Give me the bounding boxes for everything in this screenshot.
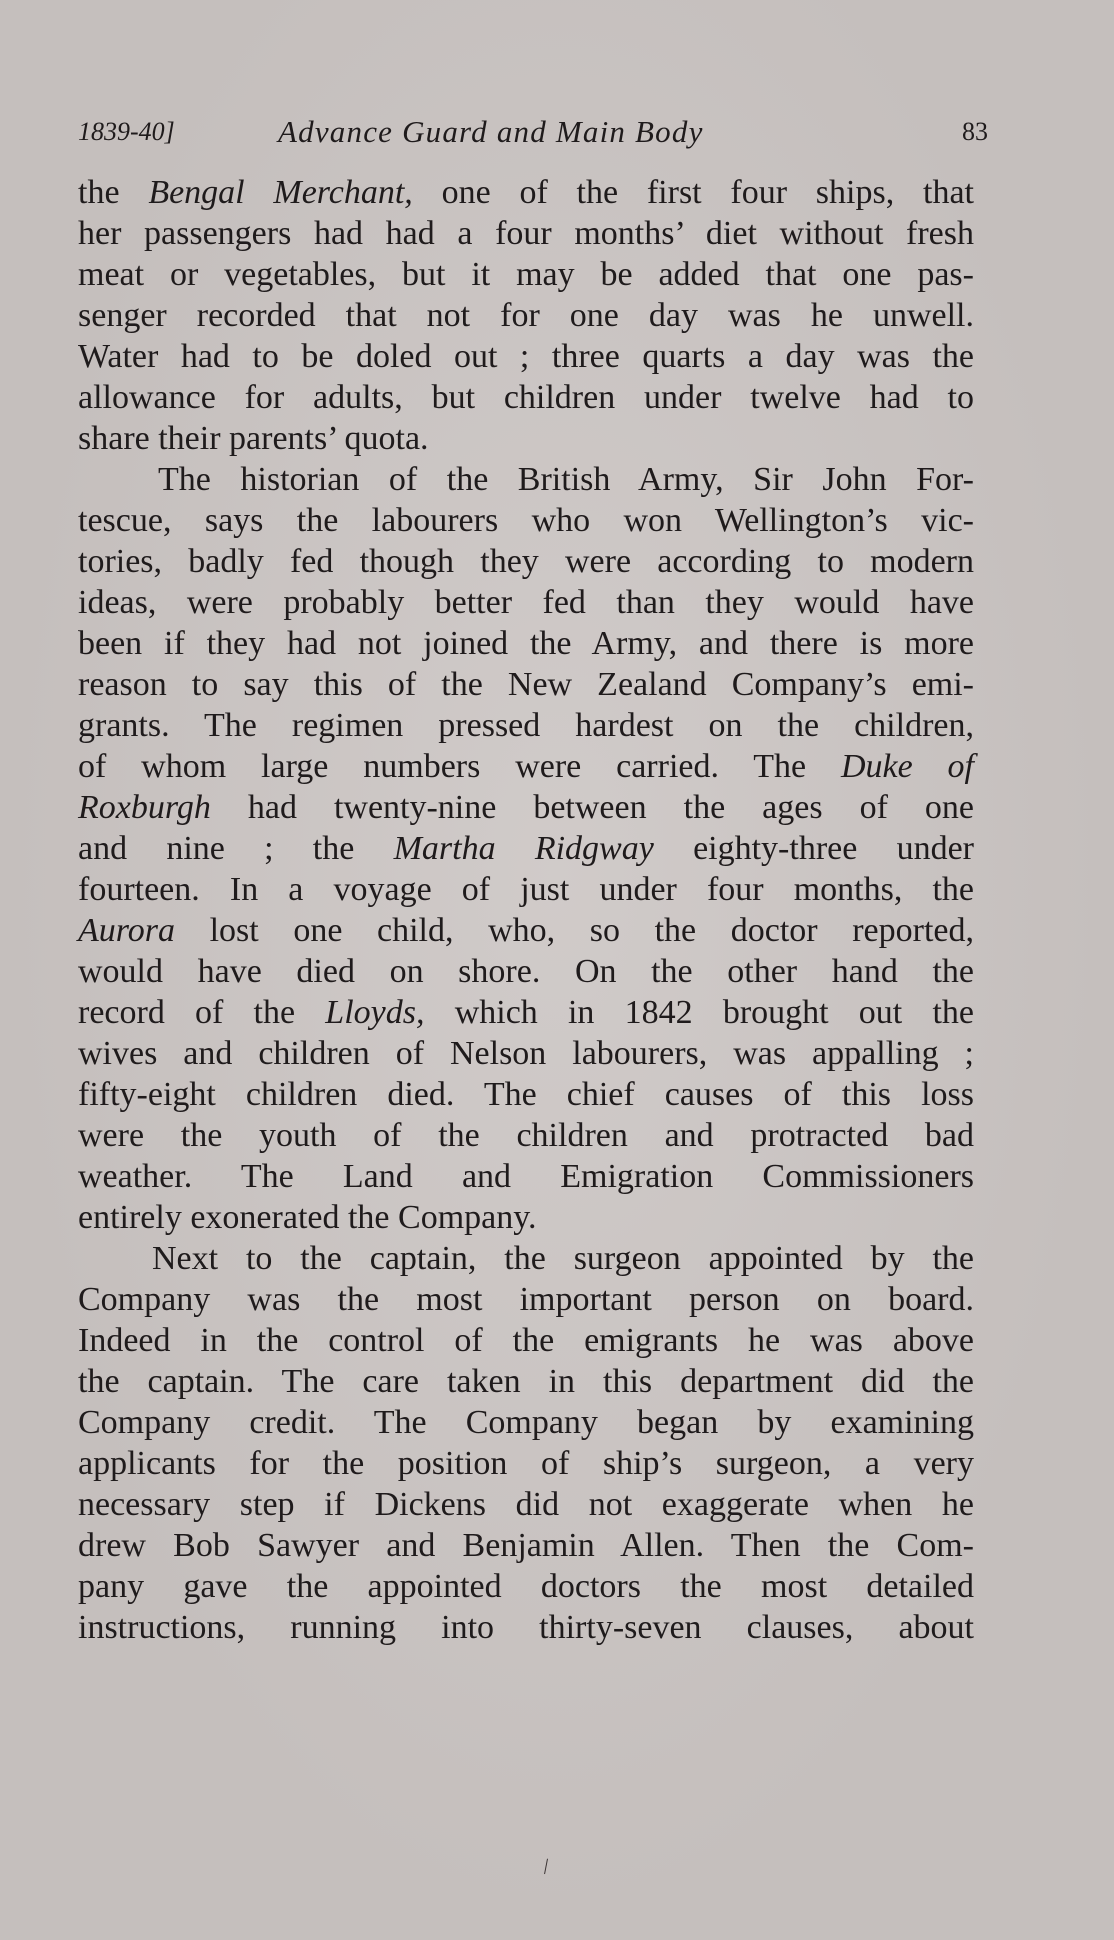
text-line: necessary step if Dickens did not exaggerate when he	[78, 1486, 974, 1523]
text-line: Company was the most important person on board.	[78, 1281, 974, 1318]
text-line: tescue, says the labourers who won Wellington’s vic-	[78, 502, 974, 539]
text-line	[78, 910, 974, 951]
ship-name: Lloyds,	[325, 994, 425, 1031]
body-text	[78, 172, 974, 1648]
text-line: senger recorded that not for one day was he unwell.	[78, 297, 974, 334]
text-line: instructions, running into thirty-seven clauses, about	[78, 1609, 974, 1646]
text-line: weather. The Land and Emigration Commissioners	[78, 1158, 974, 1195]
ship-name: Duke of	[840, 748, 974, 785]
text-line: wives and children of Nelson labourers, was appalling ;	[78, 1035, 974, 1072]
chapter-title: Advance Guard and Main Body	[278, 114, 704, 149]
text-line	[78, 172, 974, 213]
text-line: reason to say this of the New Zealand Company’s emi-	[78, 666, 974, 703]
text-line: grants. The regimen pressed hardest on the children,	[78, 707, 974, 744]
text-line: allowance for adults, but children under twelve had to	[78, 379, 974, 416]
text-line	[78, 746, 974, 787]
text-segment: lost one child, who, so the doctor reported,	[174, 912, 974, 949]
text-line: would have died on shore. On the other hand the	[78, 953, 974, 990]
text-line: fourteen. In a voyage of just under four months, the	[78, 871, 974, 908]
ship-name: Martha Ridgway	[393, 830, 654, 867]
text-segment: eighty-three under	[653, 830, 974, 867]
ship-name: Roxburgh	[78, 789, 211, 826]
text-line: meat or vegetables, but it may be added that one pas-	[78, 256, 974, 293]
text-line: drew Bob Sawyer and Benjamin Allen. Then the Com-	[78, 1527, 974, 1564]
text-line: entirely exonerated the Company.	[78, 1199, 537, 1236]
text-line: The historian of the British Army, Sir John For-	[158, 461, 974, 498]
text-line: tories, badly fed though they were according to modern	[78, 543, 974, 580]
text-line: pany gave the appointed doctors the most detailed	[78, 1568, 974, 1605]
ship-name: Aurora	[78, 912, 175, 949]
text-line: Next to the captain, the surgeon appointed by the	[152, 1240, 974, 1277]
text-line: her passengers had had a four months’ diet without fresh	[78, 215, 974, 252]
text-line: were the youth of the children and protracted bad	[78, 1117, 974, 1154]
text-segment: which in 1842 brought out the	[424, 994, 974, 1031]
text-segment: had twenty-nine between the ages of one	[210, 789, 974, 826]
text-line: fifty-eight children died. The chief causes of this loss	[78, 1076, 974, 1113]
text-line: ideas, were probably better fed than they would have	[78, 584, 974, 621]
text-segment: the	[78, 174, 149, 211]
text-line: Water had to be doled out ; three quarts a day was the	[78, 338, 974, 375]
chapter-years: 1839-40]	[78, 117, 175, 146]
text-segment: and nine ; the	[78, 830, 394, 867]
text-line: Company credit. The Company began by examining	[78, 1404, 974, 1441]
pencil-mark: /	[541, 1853, 551, 1879]
page-number: 83	[962, 117, 988, 146]
text-line	[78, 828, 974, 869]
text-line: been if they had not joined the Army, and there is more	[78, 625, 974, 662]
text-line	[78, 992, 974, 1033]
text-line: applicants for the position of ship’s surgeon, a very	[78, 1445, 974, 1482]
ship-name: Bengal Merchant,	[148, 174, 413, 211]
text-line: Indeed in the control of the emigrants he was above	[78, 1322, 974, 1359]
text-line: share their parents’ quota.	[78, 420, 429, 457]
text-segment: one of the first four ships, that	[412, 174, 974, 211]
text-line	[78, 787, 974, 828]
text-line: the captain. The care taken in this department did the	[78, 1363, 974, 1400]
running-head	[78, 112, 988, 152]
text-segment: of whom large numbers were carried. The	[78, 748, 841, 785]
text-segment: record of the	[78, 994, 326, 1031]
